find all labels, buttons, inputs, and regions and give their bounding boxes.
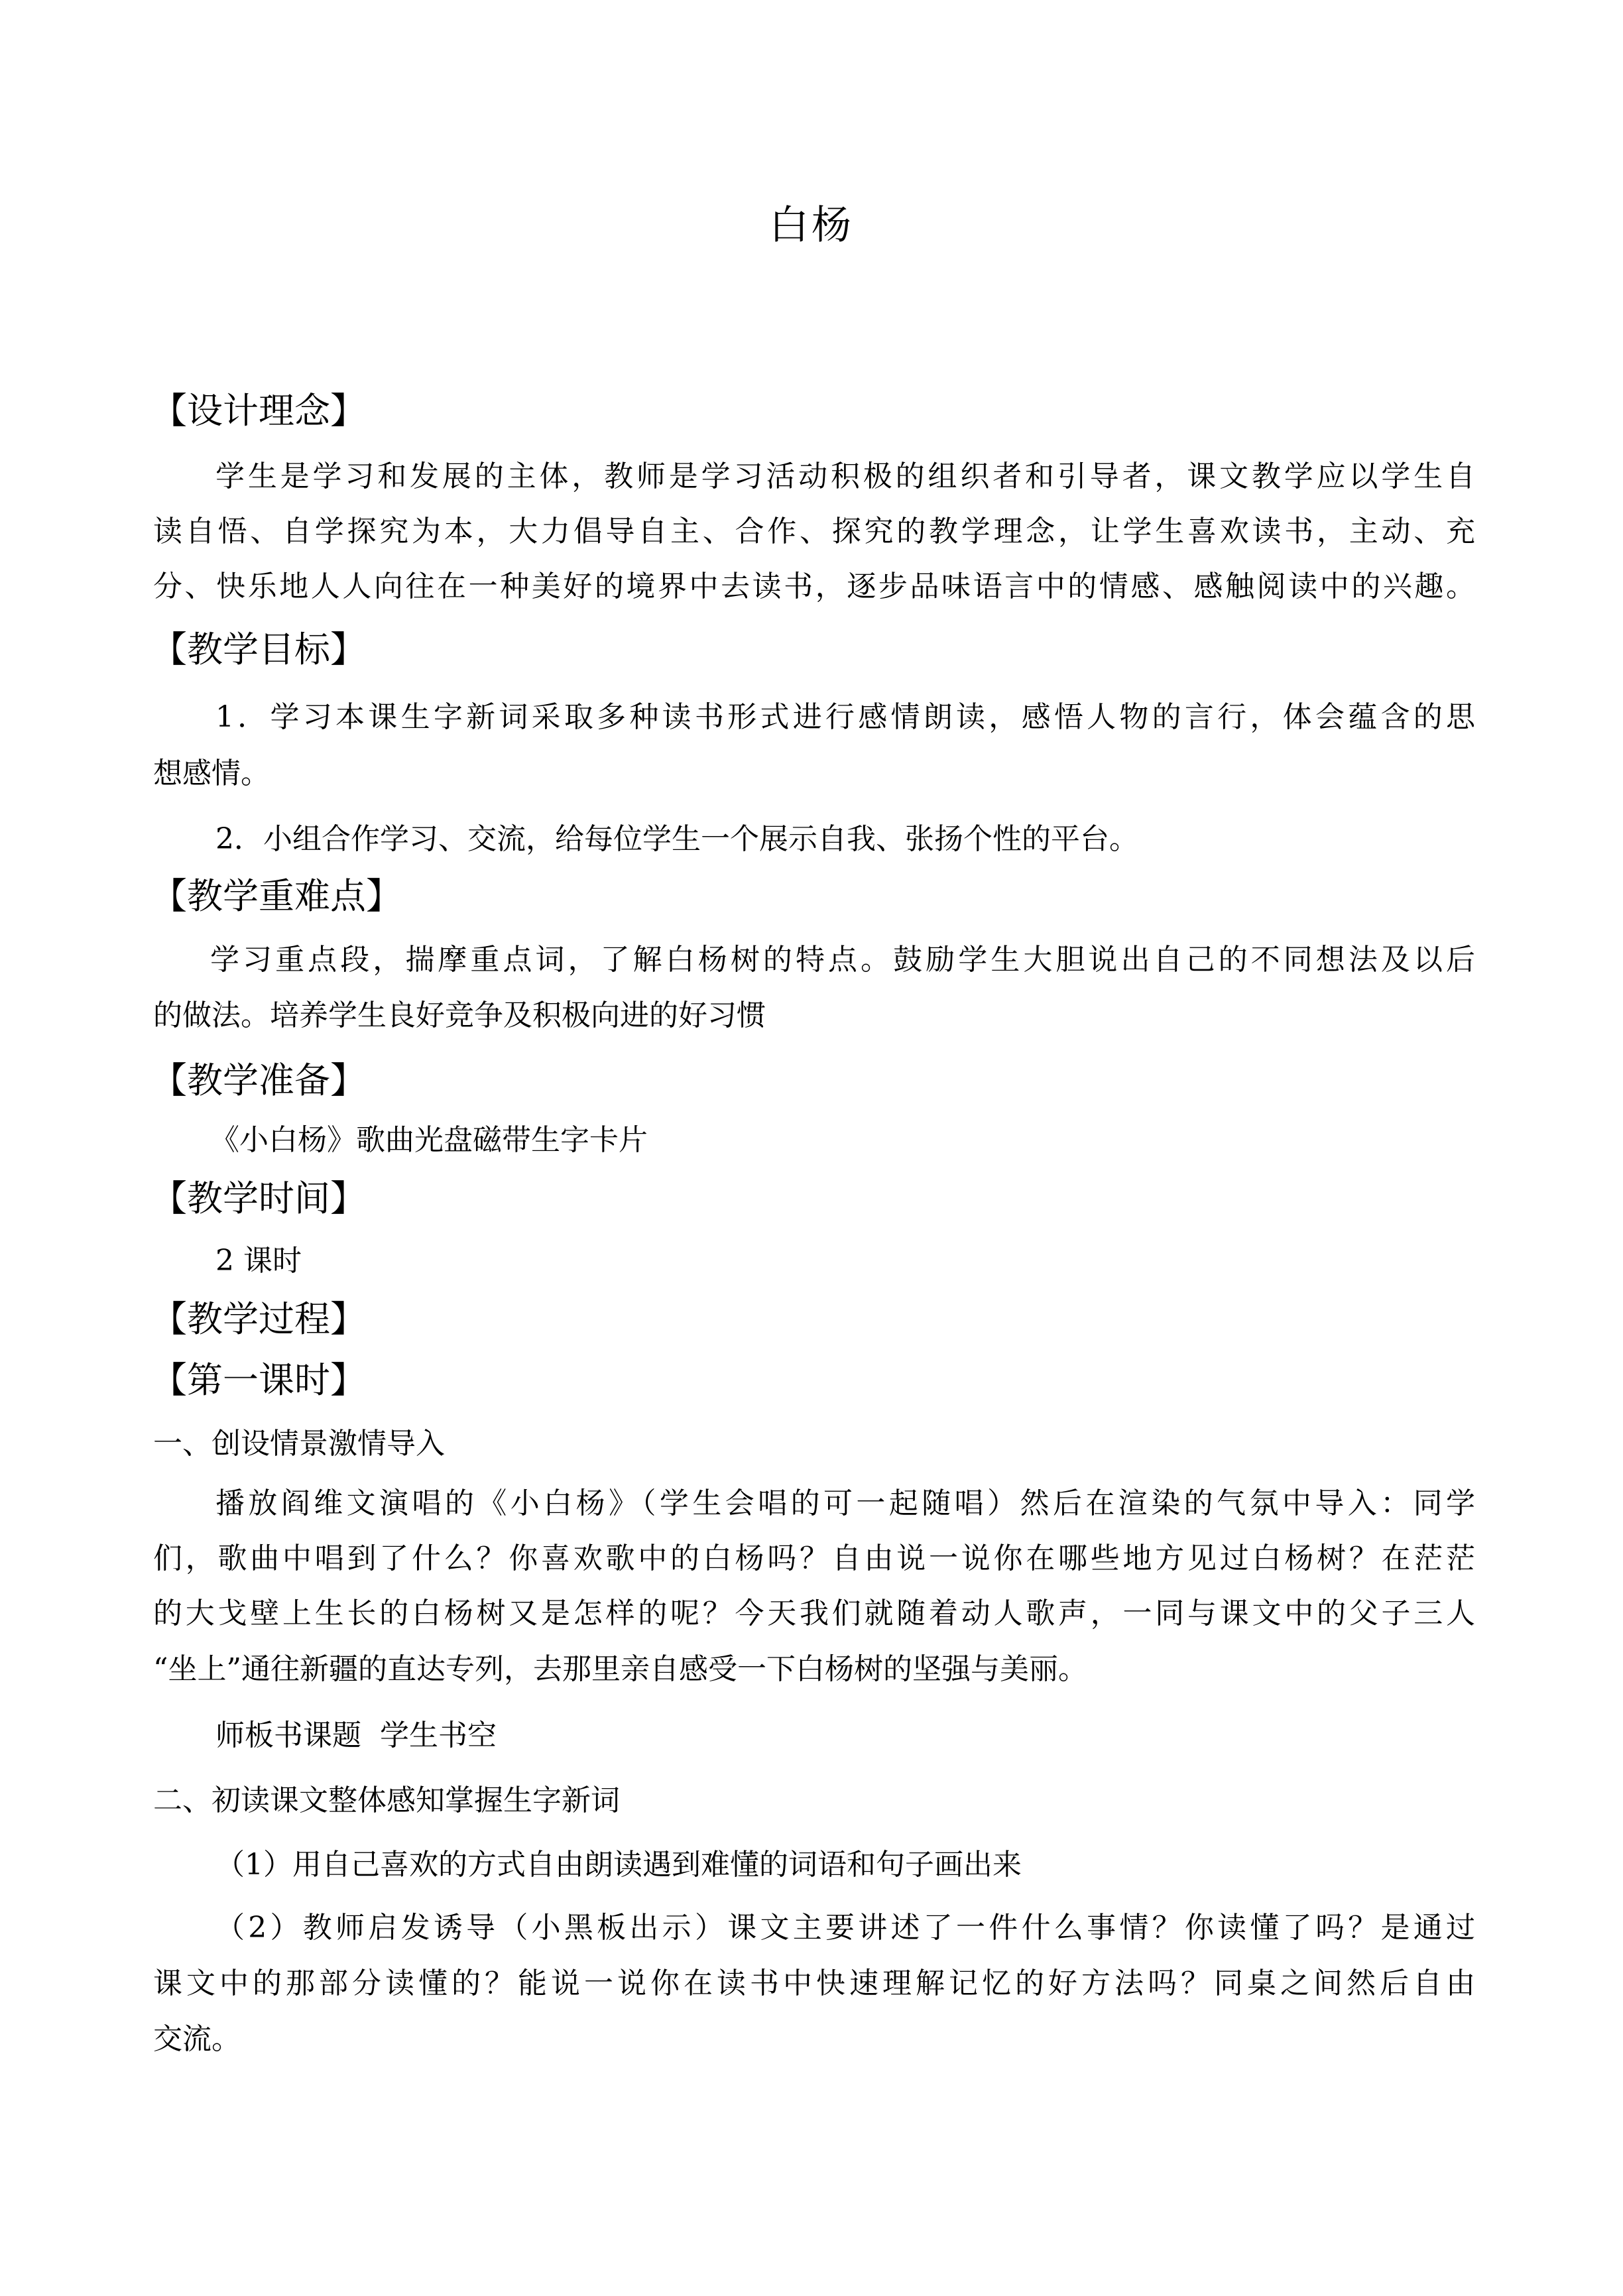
heading-preparation: 【教学准备】 [151,1059,366,1101]
key-points-line-2: 的做法。培养学生良好竞争及积极向进的好习惯 [153,998,766,1032]
key-points-line-1: 学习重点段，揣摩重点词，了解白杨树的特点。鼓励学生大胆说出自己的不同想法及以后 [210,943,1475,977]
heading-key-points: 【教学重难点】 [151,875,402,917]
design-concept-line-2: 读自悟、自学探究为本，大力倡导自主、合作、探究的教学理念，让学生喜欢读书，主动、充 [153,514,1475,548]
teaching-goal-1-line-1: 1．学习本课生字新词采取多种读书形式进行感情朗读，感悟人物的言行，体会蕴含的思 [215,700,1475,734]
preparation-text: 《小白杨》歌曲光盘磁带生字卡片 [210,1123,648,1157]
heading-first-lesson: 【第一课时】 [151,1359,366,1401]
part1-line-4: “坐上”通往新疆的直达专列，去那里亲自感受一下白杨树的坚强与美丽。 [153,1652,1087,1686]
part2-title: 二、初读课文整体感知掌握生字新词 [153,1783,620,1817]
part1-note: 师板书课题 学生书空 [215,1719,497,1752]
teaching-goal-1-line-2: 想感情。 [153,756,270,790]
part2-line-2: （2）教师启发诱导（小黑板出示）课文主要讲述了一件什么事情？你读懂了吗？是通过 [215,1911,1475,1945]
teaching-goal-2: 2．小组合作学习、交流，给每位学生一个展示自我、张扬个性的平台。 [215,822,1138,856]
document-title: 白杨 [769,202,854,249]
part1-line-1: 播放阎维文演唱的《小白杨》（学生会唱的可一起随唱）然后在渲染的气氛中导入：同学 [215,1486,1475,1520]
time-text: 2 课时 [215,1244,302,1278]
part2-line-3: 课文中的那部分读懂的？能说一说你在读书中快速理解记忆的好方法吗？同桌之间然后自由 [153,1966,1475,2000]
heading-process: 【教学过程】 [151,1298,366,1340]
part2-line-1: （1）用自己喜欢的方式自由朗读遇到难懂的词语和句子画出来 [215,1848,1022,1882]
design-concept-line-3: 分、快乐地人人向往在一种美好的境界中去读书，逐步品味语言中的情感、感触阅读中的兴趣。 [153,570,1475,603]
heading-design-concept: 【设计理念】 [151,390,366,432]
part1-line-3: 的大戈壁上生长的白杨树又是怎样的呢？今天我们就随着动人歌声，一同与课文中的父子三人 [153,1597,1475,1630]
heading-time: 【教学时间】 [151,1178,366,1219]
design-concept-line-1: 学生是学习和发展的主体，教师是学习活动积极的组织者和引导者，课文教学应以学生自 [215,459,1475,493]
part2-line-4: 交流。 [153,2022,241,2056]
part1-title: 一、创设情景激情导入 [153,1427,445,1461]
heading-teaching-goals: 【教学目标】 [151,629,366,670]
part1-line-2: 们，歌曲中唱到了什么？你喜欢歌中的白杨吗？自由说一说你在哪些地方见过白杨树？在茫茫 [153,1541,1475,1575]
